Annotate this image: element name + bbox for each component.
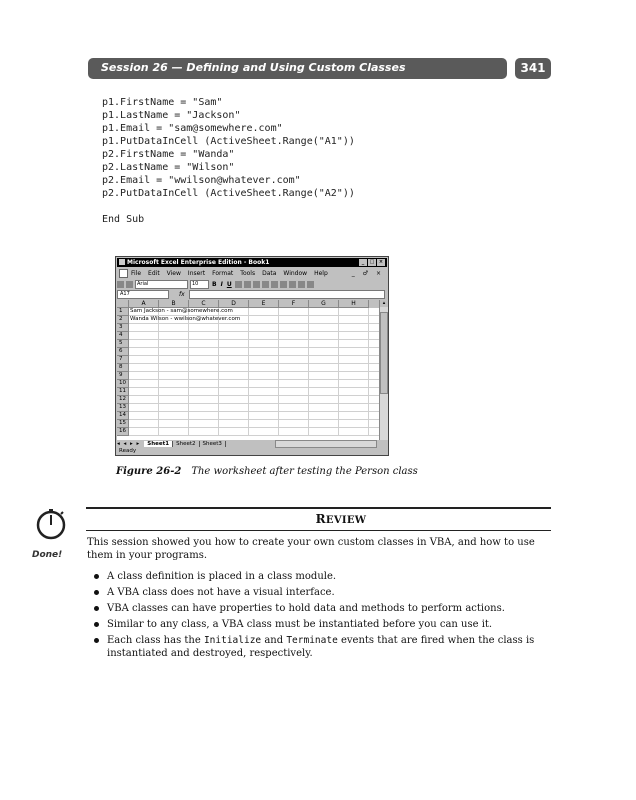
row-header[interactable]: 4 [117,332,129,340]
row-header[interactable]: 8 [117,364,129,372]
font-size-box[interactable]: 10 [190,280,209,289]
name-box[interactable]: A17 [117,290,169,299]
scroll-thumb[interactable] [380,312,388,394]
column-header[interactable]: G [309,300,339,308]
code-line: p2.Email = "wwilson@whatever.com" [102,175,301,186]
row-header[interactable]: 11 [117,388,129,396]
row-cells[interactable] [129,348,379,356]
excel-screenshot [115,256,389,456]
formula-bar [117,290,387,299]
fill-color-icon[interactable] [307,281,314,288]
row-header[interactable]: 5 [117,340,129,348]
row-cells[interactable] [129,404,379,412]
row-cells[interactable] [129,428,379,436]
menu-help[interactable]: Help [314,269,328,277]
column-header[interactable]: F [279,300,309,308]
code-line: p2.PutDataInCell (ActiveSheet.Range("A2")) [102,188,355,199]
row-cells[interactable] [129,396,379,404]
done-label: Done! [32,550,63,560]
row-header[interactable]: 16 [117,428,129,436]
bullet-text: and [261,635,287,646]
cell-text: Wanda Wilson - wwilson@whatever.com [130,316,241,322]
review-intro: This session showed you how to create your own custom classes in VBA, and how to use them in your programs. [87,537,535,561]
toolbar-icon[interactable] [117,281,124,288]
sheet-nav-arrows-icon[interactable]: ◂ ◂ ▸ ▸ [117,441,141,447]
menu-format[interactable]: Format [212,269,234,277]
table-row [117,324,379,332]
code-term: Terminate [286,635,338,646]
percent-icon[interactable] [280,281,287,288]
row-cells[interactable] [129,308,379,316]
align-center-icon[interactable] [244,281,251,288]
code-line: p1.LastName = "Jackson" [102,110,241,121]
bullet-text: A VBA class does not have a visual interface. [107,587,335,598]
table-row [117,420,379,428]
row-cells[interactable] [129,412,379,420]
excel-titlebar [117,258,387,267]
bullet-text: events that are fired when the class is instantiated and destroyed, respectively. [107,635,535,659]
row-cells[interactable] [129,316,379,324]
row-cells[interactable] [129,340,379,348]
table-row [117,428,379,436]
table-row [117,404,379,412]
review-heading [86,512,596,526]
decimal-icon[interactable] [289,281,296,288]
currency-icon[interactable] [271,281,278,288]
minimize-button[interactable]: _ [359,259,367,266]
table-row [117,364,379,372]
menu-data[interactable]: Data [262,269,277,277]
workbook-icon [119,269,128,278]
bullet-text: Each class has the [107,635,204,646]
row-header[interactable]: 1 [117,308,129,316]
bold-button[interactable]: B [212,280,217,288]
column-header[interactable]: E [249,300,279,308]
list-item [93,634,543,660]
bullet-text: Similar to any class, a VBA class must be instantiated before you can use it. [107,619,493,630]
menu-insert[interactable]: Insert [187,269,206,277]
list-item [93,570,543,583]
menu-window[interactable]: Window [283,269,308,277]
row-header[interactable]: 2 [117,316,129,324]
review-heading-rest: EVIEW [325,515,367,526]
list-item [93,602,543,615]
list-item [93,586,543,599]
toolbar-icon[interactable] [126,281,133,288]
select-all-corner[interactable] [117,300,129,308]
stopwatch-icon [35,508,67,540]
row-cells[interactable] [129,372,379,380]
align-right-icon[interactable] [253,281,260,288]
borders-icon[interactable] [298,281,305,288]
column-header[interactable]: H [339,300,369,308]
tab-sheet2[interactable]: Sheet2 [173,441,199,447]
code-line: p1.PutDataInCell (ActiveSheet.Range("A1")) [102,136,355,147]
column-header[interactable]: D [219,300,249,308]
italic-button[interactable]: I [220,280,223,288]
code-line: p1.FirstName = "Sam" [102,97,223,108]
page-number: 341 [515,58,551,79]
row-header[interactable]: 7 [117,356,129,364]
table-row [117,412,379,420]
formula-input[interactable] [189,290,385,299]
table-row [117,356,379,364]
cell-text: Sam Jackson - sam@somewhere.com [130,308,233,314]
worksheet-grid[interactable] [117,300,379,440]
row-header[interactable]: 12 [117,396,129,404]
code-line: p1.Email = "sam@somewhere.com" [102,123,283,134]
worksheet-rows [117,308,379,436]
figure-label: Figure 26-2 [116,466,182,477]
vertical-scrollbar[interactable] [379,300,388,440]
column-headers [117,300,379,308]
bullet-text: A class definition is placed in a class module. [107,571,337,582]
tab-sheet1[interactable]: Sheet1 [144,441,173,447]
row-header[interactable]: 13 [117,404,129,412]
row-cells[interactable] [129,388,379,396]
table-row [117,348,379,356]
row-cells[interactable] [129,356,379,364]
row-header[interactable]: 15 [117,420,129,428]
divider [86,530,551,531]
row-cells[interactable] [129,364,379,372]
excel-window-title: Microsoft Excel Enterprise Edition - Book1 [127,259,270,266]
table-row [117,388,379,396]
row-cells[interactable] [129,420,379,428]
excel-app-icon [119,259,125,265]
code-term: Initialize [203,635,262,646]
underline-button[interactable]: U [226,280,232,288]
excel-toolbar [117,279,387,289]
header-title: Session 26 — Defining and Using Custom Classes [101,61,406,74]
status-bar: Ready [119,448,137,454]
table-row [117,396,379,404]
workbook-window-controls[interactable]: _ ♂ × [351,269,384,277]
tab-sheet3[interactable]: Sheet3 [200,441,226,447]
column-header[interactable]: B [159,300,189,308]
figure-caption-text: The worksheet after testing the Person class [191,466,418,477]
maximize-button[interactable]: □ [369,259,375,265]
font-name-box[interactable]: Arial [135,280,188,289]
code-line: p2.LastName = "Wilson" [102,162,235,173]
close-button[interactable]: × [378,259,384,265]
table-row [117,332,379,340]
review-heading-initial: R [315,512,326,526]
excel-menubar [117,268,387,278]
code-line: End Sub [102,214,145,225]
menu-view[interactable]: View [166,269,181,277]
figure-caption [116,466,418,477]
row-header[interactable]: 6 [117,348,129,356]
table-row [117,372,379,380]
divider [86,507,551,509]
horizontal-scrollbar[interactable] [275,440,377,448]
menu-edit[interactable]: Edit [148,269,160,277]
table-row [117,308,379,316]
table-row [117,340,379,348]
row-cells[interactable] [129,332,379,340]
scroll-up-arrow-icon[interactable]: ▴ [380,300,388,307]
bullet-text: VBA classes can have properties to hold data and methods to perform actions. [107,603,505,614]
row-header[interactable]: 14 [117,412,129,420]
table-row [117,316,379,324]
row-cells[interactable] [129,380,379,388]
list-item [93,618,543,631]
row-header[interactable]: 10 [117,380,129,388]
merge-center-icon[interactable] [262,281,269,288]
fx-icon: fx [179,291,185,298]
code-listing [102,96,355,226]
running-header [88,58,507,79]
column-header[interactable]: C [189,300,219,308]
sheet-tab-bar [117,440,387,448]
code-line: p2.FirstName = "Wanda" [102,149,235,160]
table-row [117,380,379,388]
column-header[interactable]: A [129,300,159,308]
row-header[interactable]: 3 [117,324,129,332]
row-header[interactable]: 9 [117,372,129,380]
menu-tools[interactable]: Tools [240,269,256,277]
code-line-blank [102,200,355,213]
menu-file[interactable]: File [131,269,142,277]
review-bullet-list [93,570,543,663]
align-left-icon[interactable] [235,281,242,288]
row-cells[interactable] [129,324,379,332]
